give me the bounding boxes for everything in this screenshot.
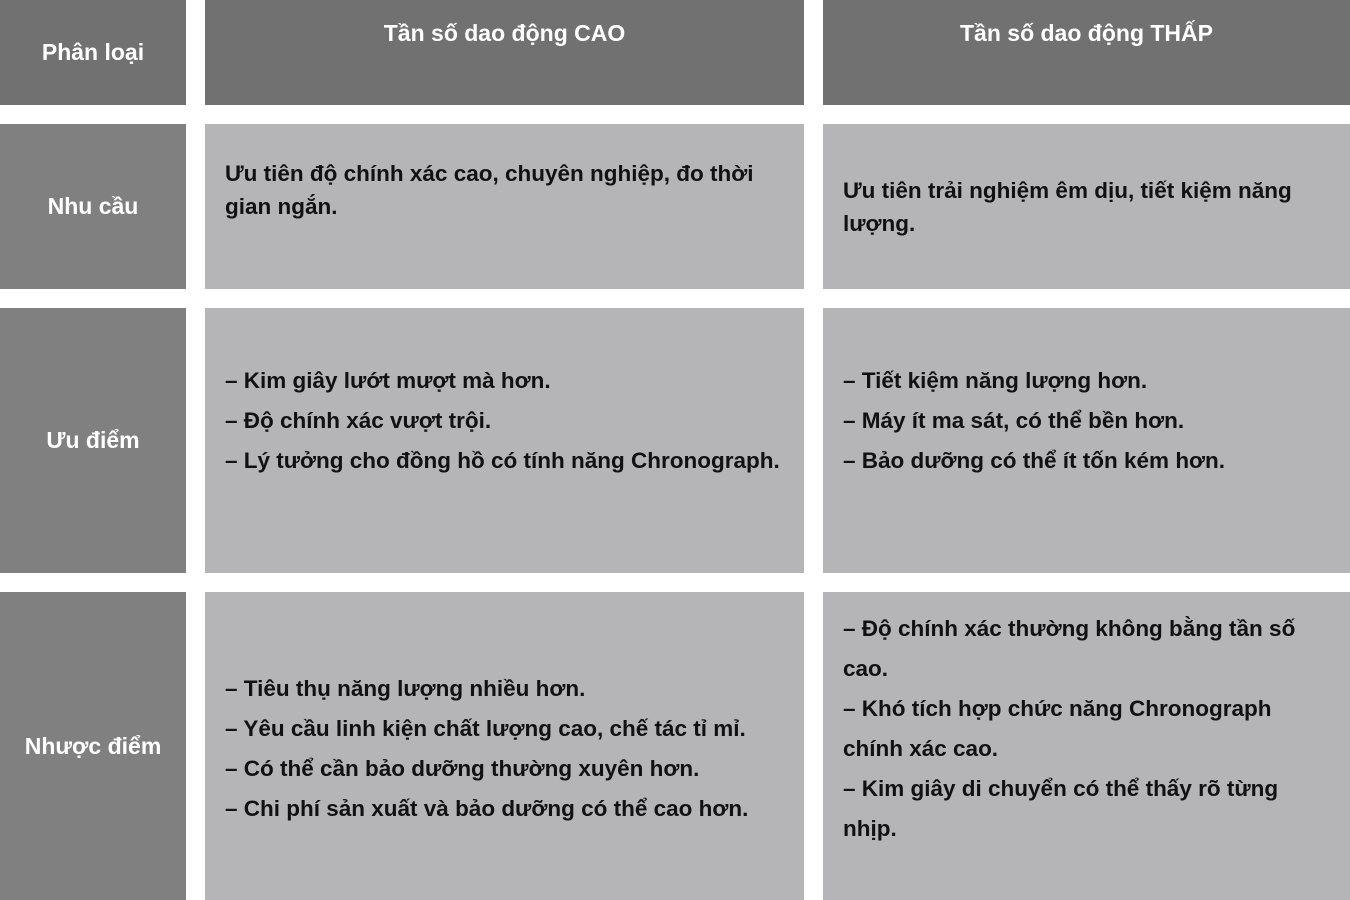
list-item: – Bảo dưỡng có thể ít tốn kém hơn. xyxy=(843,448,1226,473)
list-item: – Kim giây di chuyển có thể thấy rõ từng nhịp. xyxy=(843,776,1279,841)
advantages-low-cell xyxy=(823,308,1350,573)
list-item: – Chi phí sản xuất và bảo dưỡng có thể cao hơn. xyxy=(225,796,749,821)
disadvantages-low-list xyxy=(843,609,1330,849)
row-label-disadvantages: Nhược điểm xyxy=(0,592,186,900)
row-label-needs: Nhu cầu xyxy=(0,124,186,289)
disadvantages-low-cell xyxy=(823,592,1350,900)
list-item: – Khó tích hợp chức năng Chronograph chính xác cao. xyxy=(843,696,1272,761)
disadvantages-high-cell xyxy=(205,592,804,900)
list-item: – Lý tưởng cho đồng hồ có tính năng Chronograph. xyxy=(225,448,780,473)
list-item: – Tiết kiệm năng lượng hơn. xyxy=(843,368,1148,393)
advantages-high-list xyxy=(225,361,784,481)
header-low-frequency: Tần số dao động THẤP xyxy=(823,0,1350,105)
advantages-low-list xyxy=(843,361,1330,481)
needs-low-text: Ưu tiên trải nghiệm êm dịu, tiết kiệm năng lượng. xyxy=(843,177,1292,236)
advantages-high-cell xyxy=(205,308,804,573)
needs-high-text: Ưu tiên độ chính xác cao, chuyên nghiệp, đo thời gian ngắn. xyxy=(225,161,754,219)
list-item: – Tiêu thụ năng lượng nhiều hơn. xyxy=(225,676,586,701)
list-item: – Độ chính xác vượt trội. xyxy=(225,408,492,433)
list-item: – Độ chính xác thường không bằng tần số cao. xyxy=(843,616,1296,681)
needs-high-cell xyxy=(205,124,804,289)
header-category: Phân loại xyxy=(0,0,186,105)
row-label-advantages: Ưu điểm xyxy=(0,308,186,573)
list-item: – Kim giây lướt mượt mà hơn. xyxy=(225,368,551,393)
disadvantages-high-list xyxy=(225,669,784,829)
list-item: – Có thể cần bảo dưỡng thường xuyên hơn. xyxy=(225,756,700,781)
list-item: – Máy ít ma sát, có thể bền hơn. xyxy=(843,408,1185,433)
needs-low-cell xyxy=(823,124,1350,289)
header-high-frequency: Tần số dao động CAO xyxy=(205,0,804,105)
list-item: – Yêu cầu linh kiện chất lượng cao, chế tác tỉ mỉ. xyxy=(225,716,746,741)
